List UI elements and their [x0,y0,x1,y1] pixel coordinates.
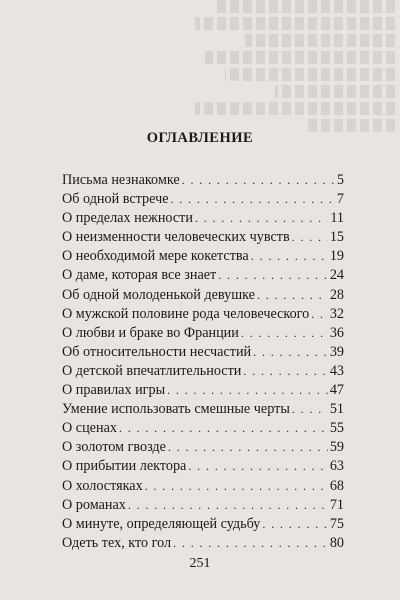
toc-entry [62,267,344,286]
toc-entry-title: О золотом гвозде [62,439,166,456]
toc-entry-page: 36 [329,324,344,341]
toc-list [62,172,344,554]
toc-entry-title: Об одной молоденькой девушке [62,286,255,303]
toc-entry [62,535,344,554]
toc-entry-page: 71 [329,496,344,513]
page-number: 251 [189,556,211,571]
toc-entry-page: 43 [329,362,344,379]
toc-entry [62,516,344,535]
toc-leader-dots [251,249,328,264]
toc-entry-page: 24 [329,267,344,284]
toc-leader-dots [119,421,328,436]
toc-entry-page: 55 [329,420,344,437]
toc-entry [62,458,344,477]
toc-entry [62,401,344,420]
toc-entry-title: Письма незнакомке [62,172,180,188]
toc-leader-dots [218,268,328,283]
toc-entry-title: Одеть тех, кто гол [62,534,172,551]
toc-entry-title: О сценах [62,420,117,437]
toc-entry [62,191,344,210]
toc-entry-page: 68 [329,477,344,494]
toc-entry-title: Об относительности несчастий [62,343,252,360]
toc-entry-page: 28 [329,286,344,303]
toc-heading: ОГЛАВЛЕНИЕ [146,130,254,146]
toc-entry [62,248,344,267]
toc-leader-dots [257,288,328,303]
toc-entry-title: О холостяках [62,477,143,494]
toc-entry [62,344,344,363]
toc-leader-dots [262,517,327,532]
toc-leader-dots [171,192,335,207]
toc-entry-page: 59 [329,439,344,456]
toc-entry-title: О любви и браке во Франции [62,324,239,341]
toc-entry [62,478,344,497]
toc-leader-dots [243,364,327,379]
toc-entry [62,382,344,401]
toc-leader-dots [292,402,328,417]
toc-entry-page: 7 [336,191,344,208]
toc-leader-dots [311,307,328,322]
toc-entry-title: О неизменности человеческих чувств [62,229,290,246]
bleed-through-text [175,0,395,136]
toc-entry-page: 80 [329,534,344,551]
toc-entry-page: 32 [329,305,344,322]
toc-entry-title: Об одной встрече [62,191,169,208]
toc-entry-page: 11 [330,210,344,227]
toc-entry-page: 75 [329,515,344,532]
toc-leader-dots [182,173,335,188]
toc-leader-dots [128,498,328,513]
toc-entry [62,420,344,439]
toc-entry [62,439,344,458]
toc-entry [62,287,344,306]
toc-entry-page: 15 [329,229,344,246]
toc-leader-dots [292,230,328,245]
toc-entry-title: Умение использовать смешные черты [62,401,290,418]
toc-entry [62,229,344,248]
toc-entry-title: О пределах нежности [62,210,193,227]
toc-entry-page: 63 [329,458,344,475]
toc-entry [62,363,344,382]
toc-entry-title: О правилах игры [62,382,166,399]
toc-leader-dots [195,211,328,226]
toc-entry-page: 51 [329,401,344,418]
toc-leader-dots [188,459,327,474]
toc-leader-dots [167,383,328,398]
toc-leader-dots [168,440,328,455]
toc-entry-title: О романах [62,496,126,513]
toc-entry [62,172,344,191]
toc-entry-page: 47 [329,382,344,399]
toc-entry-title: О мужской половине рода человеческого [62,305,310,322]
toc-entry [62,325,344,344]
toc-entry-title: О детской впечатлительности [62,362,242,379]
toc-leader-dots [173,536,328,551]
toc-leader-dots [253,345,328,360]
toc-entry [62,497,344,516]
toc-entry-title: О минуте, определяющей судьбу [62,515,261,532]
toc-entry [62,210,344,229]
toc-entry-page: 19 [329,248,344,265]
toc-entry-title: О прибытии лектора [62,458,187,475]
toc-entry [62,306,344,325]
toc-entry-page: 39 [329,343,344,360]
toc-entry-title: О необходимой мере кокетства [62,248,249,265]
toc-leader-dots [241,326,328,341]
toc-entry-title: О даме, которая все знает [62,267,217,284]
toc-leader-dots [145,479,328,494]
toc-entry-page: 5 [336,172,344,188]
